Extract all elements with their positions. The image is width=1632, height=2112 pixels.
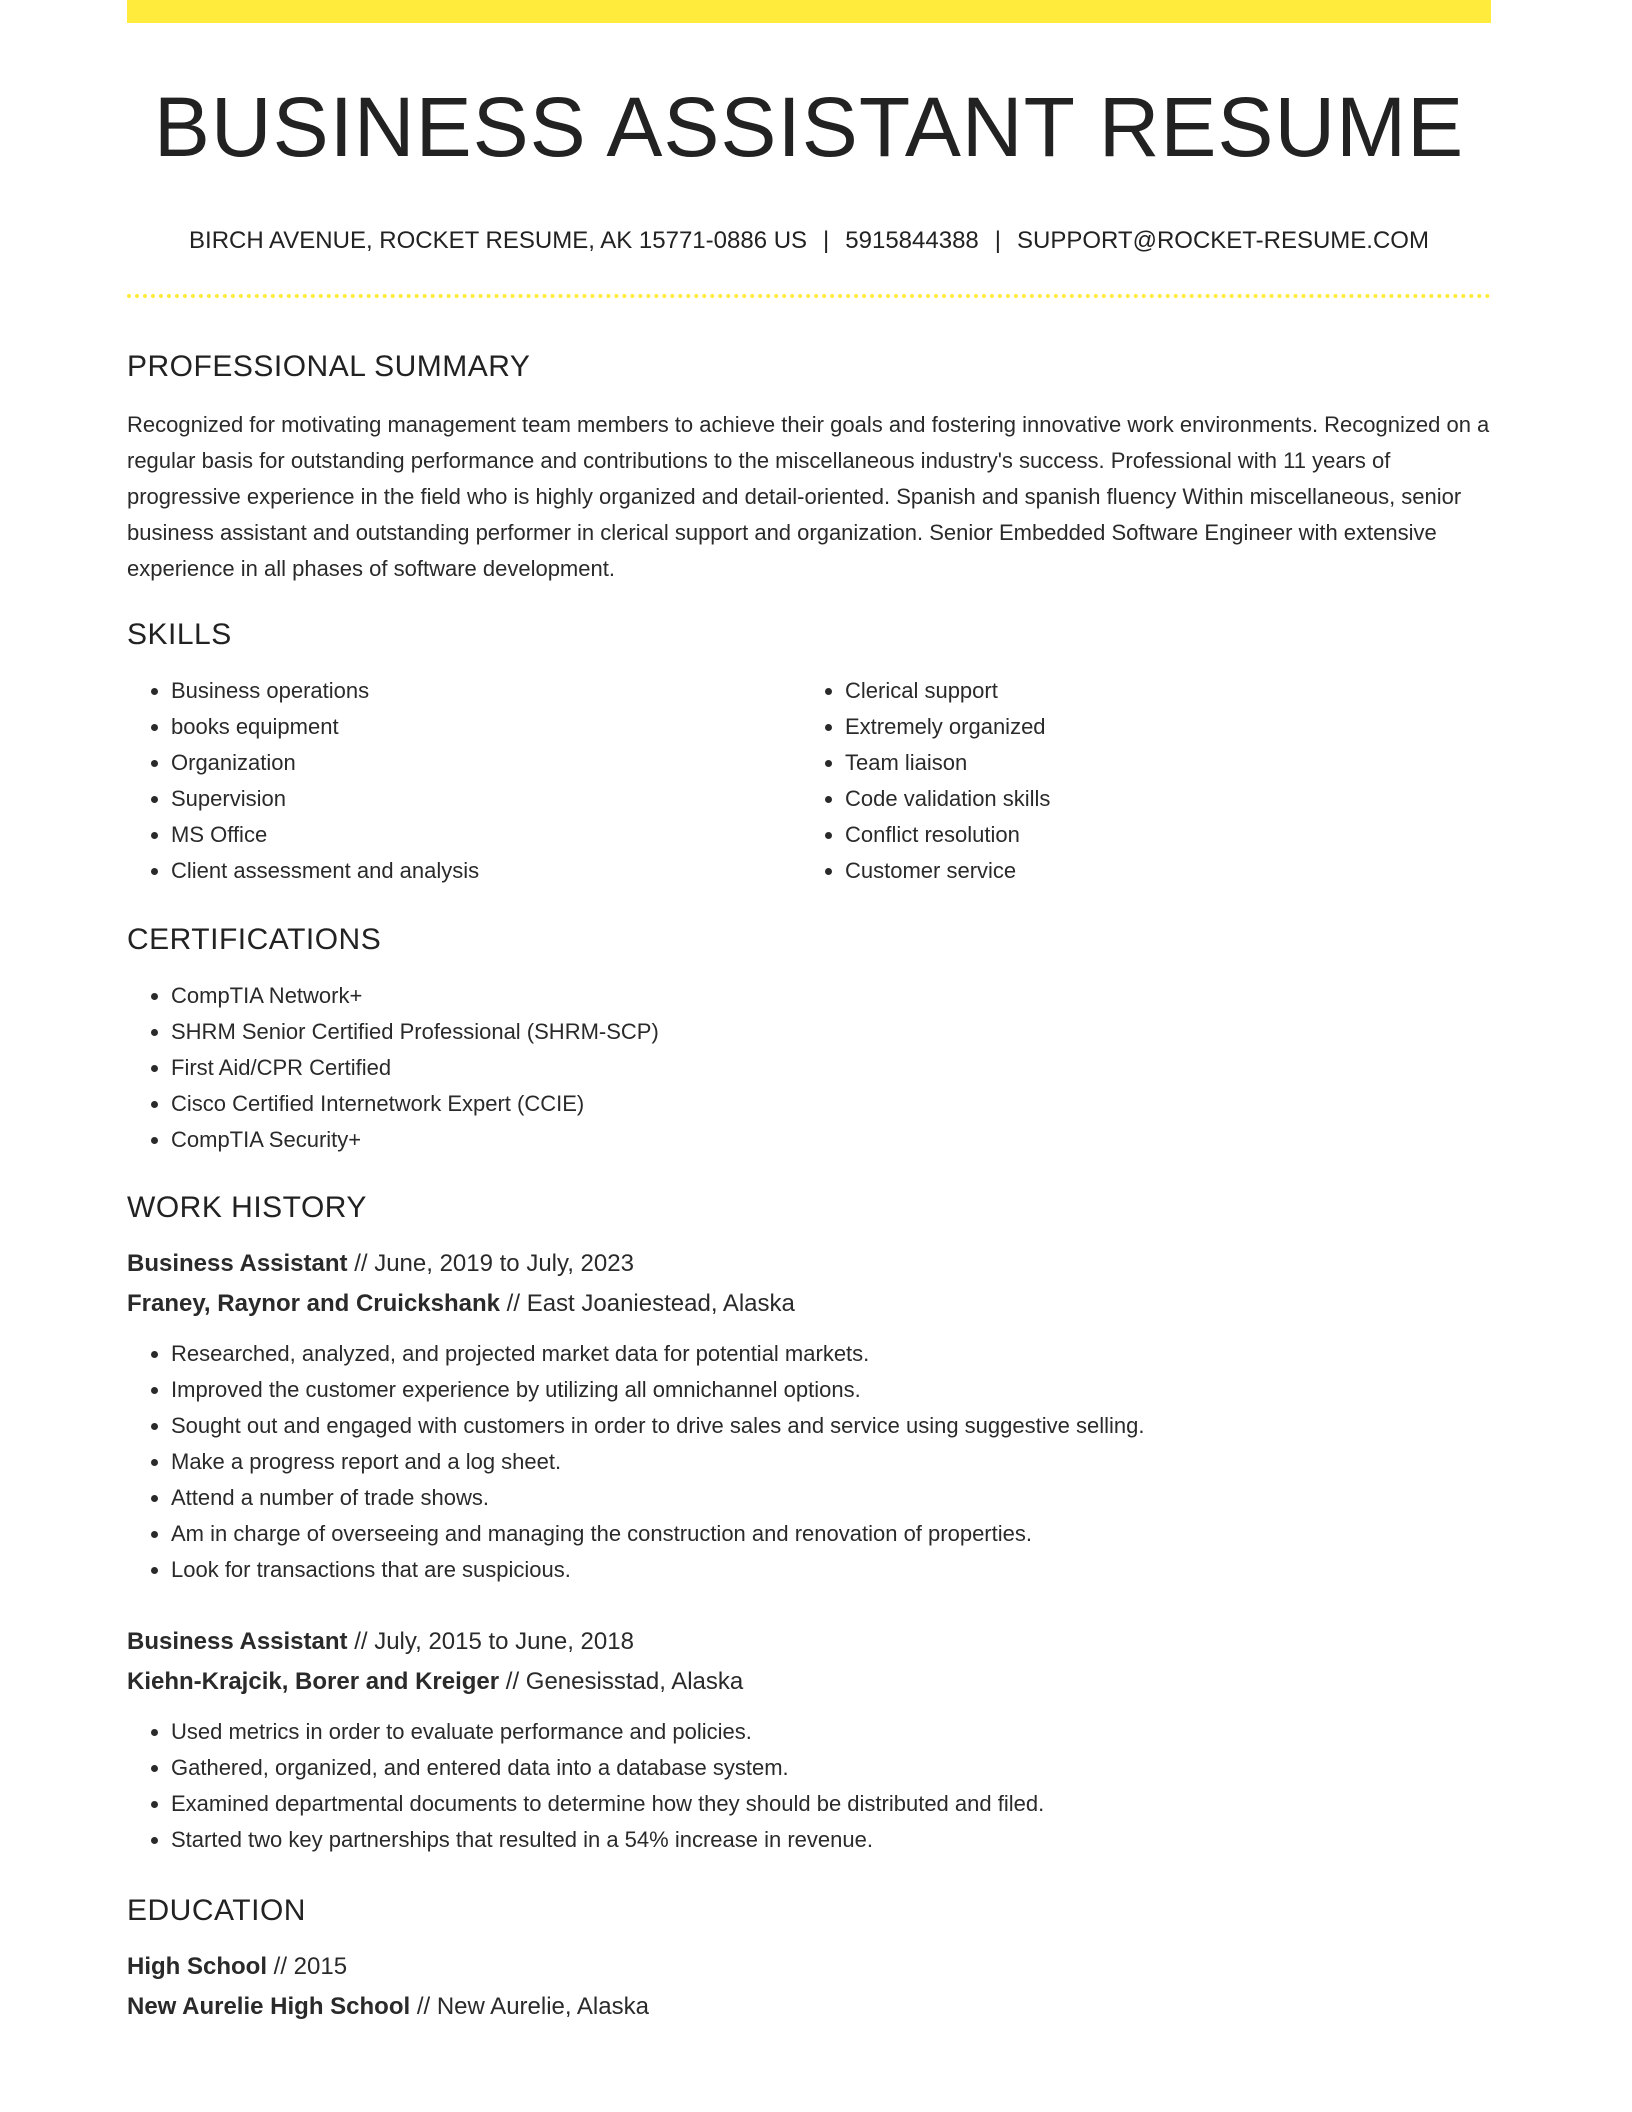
certification-item: • Cisco Certified Internetwork Expert (CCIE) xyxy=(171,1086,1491,1122)
contact-email: SUPPORT@ROCKET-RESUME.COM xyxy=(1017,227,1429,255)
job-bullet: • Gathered, organized, and entered data into a database system. xyxy=(171,1750,1491,1786)
skill-item: • Client assessment and analysis xyxy=(171,853,801,889)
job-bullet: • Started two key partnerships that resulted in a 54% increase in revenue. xyxy=(171,1822,1491,1858)
education-section xyxy=(127,1893,1491,2027)
job-bullet: • Examined departmental documents to determine how they should be distributed and filed. xyxy=(171,1786,1491,1822)
skill-item: • Customer service xyxy=(845,853,1475,889)
job-title-line xyxy=(127,1244,1491,1284)
job-bullet: • Used metrics in order to evaluate performance and policies. xyxy=(171,1714,1491,1750)
job-bullet: • Improved the customer experience by utilizing all omnichannel options. xyxy=(171,1372,1491,1408)
job-bullet: • Make a progress report and a log sheet. xyxy=(171,1444,1491,1480)
job-company-line xyxy=(127,1662,1491,1702)
job-dates: // July, 2015 to June, 2018 xyxy=(347,1628,634,1655)
education-degree: High School xyxy=(127,1953,267,1980)
job-bullet: • Sought out and engaged with customers in order to drive sales and service using suggestive selling. xyxy=(171,1408,1491,1444)
skill-item: • Business operations xyxy=(171,673,801,709)
work-history-heading: WORK HISTORY xyxy=(127,1191,367,1224)
skill-item: • MS Office xyxy=(171,817,801,853)
education-entry xyxy=(127,1947,1491,2027)
skills-section xyxy=(127,617,1491,889)
summary-text: Recognized for motivating management team members to achieve their goals and fostering innovative work environments. Recognized on a regular basis for outstanding performance and contributions to the miscellaneous industry's success. Professional with 11 years of progressive experience in the field who is highly organized and detail-oriented. Spanish and spanish fluency Within miscellaneous, senior business assistant and outstanding performer in clerical support and organization. Senior Embedded Software Engineer with extensive experience in all phases of software development. xyxy=(127,412,1490,581)
education-location: // New Aurelie, Alaska xyxy=(410,1993,649,2020)
skill-item: • Clerical support xyxy=(845,673,1475,709)
certification-item: • CompTIA Network+ xyxy=(171,978,1491,1014)
job-title: Business Assistant xyxy=(127,1628,348,1655)
job-location: // Genesisstad, Alaska xyxy=(499,1668,744,1695)
contact-separator: | xyxy=(823,227,830,255)
skill-item: • Organization xyxy=(171,745,801,781)
job-entry xyxy=(127,1622,1491,1858)
job-bullet: • Researched, analyzed, and projected market data for potential markets. xyxy=(171,1336,1491,1372)
education-heading: EDUCATION xyxy=(127,1894,306,1927)
certifications-heading: CERTIFICATIONS xyxy=(127,923,382,956)
job-location: // East Joaniestead, Alaska xyxy=(500,1290,795,1317)
education-degree-line xyxy=(127,1947,1491,1987)
skill-item: • Code validation skills xyxy=(845,781,1475,817)
job-title: Business Assistant xyxy=(127,1250,348,1277)
work-history-section xyxy=(127,1190,1491,1858)
job-company: Franey, Raynor and Cruickshank xyxy=(127,1290,501,1317)
skill-item: • Team liaison xyxy=(845,745,1475,781)
education-school-line xyxy=(127,1987,1491,2027)
skill-item: • Conflict resolution xyxy=(845,817,1475,853)
education-school: New Aurelie High School xyxy=(127,1993,411,2020)
header-divider xyxy=(127,294,1491,298)
certification-item: • First Aid/CPR Certified xyxy=(171,1050,1491,1086)
skill-item: • Extremely organized xyxy=(845,709,1475,745)
job-entry xyxy=(127,1244,1491,1588)
job-bullets xyxy=(127,1714,1491,1858)
job-bullets xyxy=(127,1336,1491,1588)
skill-item: • books equipment xyxy=(171,709,801,745)
job-company-line xyxy=(127,1284,1491,1324)
job-bullet: • Am in charge of overseeing and managing the construction and renovation of properties. xyxy=(171,1516,1491,1552)
certification-item: • CompTIA Security+ xyxy=(171,1122,1491,1158)
job-company: Kiehn-Krajcik, Borer and Kreiger xyxy=(127,1668,500,1695)
contact-line xyxy=(127,227,1491,256)
skills-heading: SKILLS xyxy=(127,618,232,651)
skills-grid xyxy=(127,673,1491,889)
contact-phone: 5915844388 xyxy=(845,227,979,255)
skill-item: • Supervision xyxy=(171,781,801,817)
job-bullet: • Attend a number of trade shows. xyxy=(171,1480,1491,1516)
summary-heading: PROFESSIONAL SUMMARY xyxy=(127,350,531,383)
accent-top-bar xyxy=(127,0,1491,23)
contact-separator: | xyxy=(994,227,1001,255)
resume-page xyxy=(127,0,1491,2020)
certifications-list xyxy=(127,978,1491,1158)
skills-left-list xyxy=(127,673,801,889)
certification-item: • SHRM Senior Certified Professional (SHRM-SCP) xyxy=(171,1014,1491,1050)
job-bullet: • Look for transactions that are suspicious. xyxy=(171,1552,1491,1588)
job-title-line xyxy=(127,1622,1491,1662)
summary-section xyxy=(127,349,1491,587)
certifications-section xyxy=(127,922,1491,1158)
job-dates: // June, 2019 to July, 2023 xyxy=(347,1250,634,1277)
education-year: // 2015 xyxy=(267,1953,348,1980)
contact-address: BIRCH AVENUE, ROCKET RESUME, AK 15771-0886 US xyxy=(189,227,808,255)
skills-right-list xyxy=(801,673,1475,889)
resume-title: BUSINESS ASSISTANT RESUME xyxy=(153,80,1465,174)
